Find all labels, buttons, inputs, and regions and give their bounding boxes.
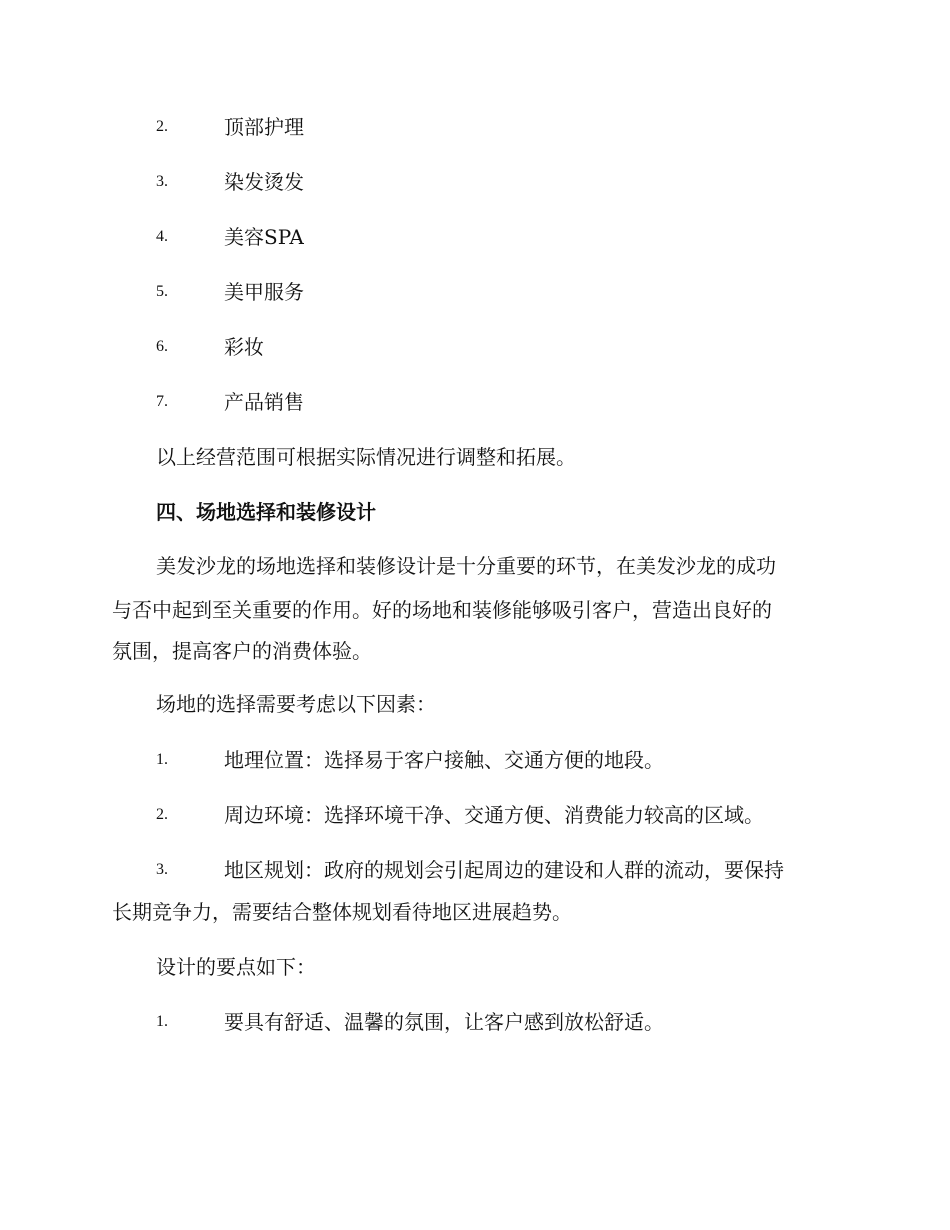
list-number: 2. (156, 806, 168, 823)
list-number: 3. (156, 173, 168, 190)
list-item (0, 333, 950, 361)
list-number: 4. (156, 228, 168, 245)
list-item (0, 1008, 950, 1036)
list-text: 地理位置：选择易于客户接触、交通方便的地段。 (224, 748, 664, 772)
list-text: 产品销售 (224, 390, 304, 414)
list-number: 6. (156, 338, 168, 355)
list-text: 地区规划：政府的规划会引起周边的建设和人群的流动，要保持 (224, 858, 784, 882)
list-text: 美容SPA (224, 225, 304, 249)
list-item (0, 223, 950, 251)
paragraph-line: 与否中起到至关重要的作用。好的场地和装修能够吸引客户，营造出良好的 (112, 598, 772, 622)
list-text: 彩妆 (224, 335, 264, 359)
location-intro: 场地的选择需要考虑以下因素： (156, 692, 436, 716)
list-item (0, 278, 950, 306)
list-item (0, 856, 950, 884)
list-item (0, 113, 950, 141)
paragraph-line: 氛围，提高客户的消费体验。 (112, 639, 372, 663)
list-number: 1. (156, 1013, 168, 1030)
paragraph-line: 美发沙龙的场地选择和装修设计是十分重要的环节，在美发沙龙的成功 (156, 554, 776, 578)
list-text-continuation: 长期竞争力，需要结合整体规划看待地区进展趋势。 (112, 900, 572, 924)
design-intro: 设计的要点如下： (156, 955, 316, 979)
list-text: 要具有舒适、温馨的氛围，让客户感到放松舒适。 (224, 1010, 664, 1034)
list-number: 2. (156, 118, 168, 135)
list-text: 美甲服务 (224, 280, 304, 304)
list-item (0, 746, 950, 774)
list-text: 周边环境：选择环境干净、交通方便、消费能力较高的区域。 (224, 803, 764, 827)
list-number: 5. (156, 283, 168, 300)
list-number: 1. (156, 751, 168, 768)
list-item (0, 801, 950, 829)
list-item (0, 168, 950, 196)
list-number: 3. (156, 861, 168, 878)
section-heading: 四、场地选择和装修设计 (156, 500, 376, 524)
list-item (0, 388, 950, 416)
list-text: 染发烫发 (224, 170, 304, 194)
list-number: 7. (156, 393, 168, 410)
scope-note: 以上经营范围可根据实际情况进行调整和拓展。 (156, 445, 576, 469)
list-text: 顶部护理 (224, 115, 304, 139)
